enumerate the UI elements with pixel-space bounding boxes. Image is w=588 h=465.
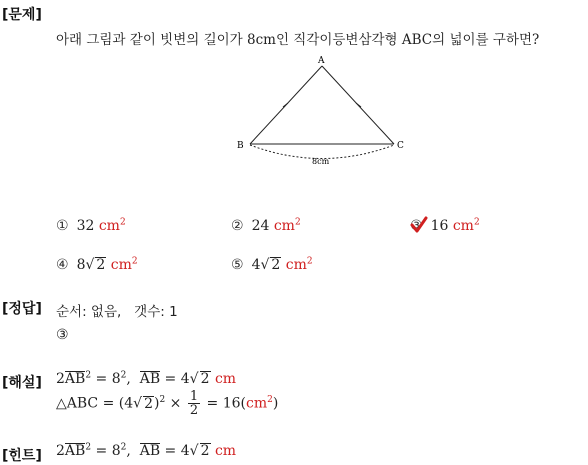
explanation-line-1 <box>56 371 236 387</box>
exp1-seg: AB <box>64 371 86 387</box>
exp1-sq: 2 <box>85 370 92 381</box>
hint-sq: 2 <box>85 442 92 453</box>
label-a: A <box>318 56 325 66</box>
choice-4-exp: 2 <box>131 256 138 267</box>
hint-eq2: = 4 <box>160 443 190 459</box>
hint-eq-exp: 2 <box>120 442 127 453</box>
choice-1-unit: cm <box>98 218 120 234</box>
exp2-close2: ) <box>272 395 279 412</box>
radical-sign: √ <box>260 257 270 273</box>
choice-5-radicand: 2 <box>271 257 281 273</box>
radical-sign: √ <box>85 257 95 273</box>
explanation-label: [해설] <box>2 375 42 391</box>
exp1-eq: = 8 <box>91 371 121 387</box>
choice-1[interactable] <box>56 218 126 234</box>
choice-5-value: 4 <box>251 257 261 273</box>
choice-3-unit: cm <box>452 218 474 234</box>
radical-sign: √ <box>133 395 143 412</box>
hint-seg: AB <box>64 443 86 459</box>
exp2-eq: = 16( <box>202 395 247 412</box>
choice-3-marker-wrap <box>410 218 423 234</box>
question-text: 아래 그림과 같이 빗변의 길이가 8cm인 직각이등변삼각형 ABC의 넓이를 구하면? <box>56 32 540 48</box>
exp1-eq-exp: 2 <box>120 370 127 381</box>
exp2-fraction <box>188 390 200 417</box>
choice-3-value: 16 <box>430 218 449 234</box>
choice-4-value: 8 <box>76 257 86 273</box>
choice-2-value: 24 <box>251 218 270 234</box>
choice-3[interactable] <box>410 218 480 234</box>
hint-unit: cm <box>214 443 237 459</box>
exp1-coef: 2 <box>56 371 65 387</box>
choice-4[interactable] <box>56 257 138 273</box>
choice-3-marker: ③ <box>410 218 423 234</box>
exp2-exp: 2 <box>159 394 166 405</box>
hint-label: [힌트] <box>2 448 42 464</box>
radical-sign: √ <box>189 371 199 387</box>
choice-5-exp: 2 <box>306 256 313 267</box>
hint-radicand: 2 <box>200 443 210 459</box>
exp2-den: 2 <box>189 403 199 418</box>
hint-sep: , <box>126 443 140 459</box>
triangle-figure <box>228 52 413 170</box>
hint-eq: = 8 <box>91 443 121 459</box>
radical-sign: √ <box>189 443 199 459</box>
explanation-line-2 <box>56 390 278 417</box>
choice-1-exp: 2 <box>119 217 126 228</box>
exp2-num: 1 <box>189 389 199 404</box>
choice-5-unit: cm <box>285 257 307 273</box>
choice-4-radicand: 2 <box>96 257 106 273</box>
tick-ab <box>283 103 288 107</box>
exp2-triangle: △ABC = (4 <box>56 395 134 412</box>
exp1-unit: cm <box>214 371 237 387</box>
tick-ac <box>356 103 361 107</box>
problem-label: [문제] <box>2 7 42 23</box>
exp1-sep: , <box>126 371 140 387</box>
choice-2-marker: ② <box>231 218 244 234</box>
choice-4-marker: ④ <box>56 257 69 273</box>
exp2-unit-exp: 2 <box>267 394 273 405</box>
exp1-seg2: AB <box>139 371 161 387</box>
hint-coef: 2 <box>56 443 65 459</box>
choice-2-unit: cm <box>273 218 295 234</box>
choice-4-unit: cm <box>110 257 132 273</box>
choice-2[interactable] <box>231 218 301 234</box>
exp1-radicand: 2 <box>200 371 210 387</box>
check-icon <box>410 216 428 234</box>
exp2-radicand: 2 <box>144 395 153 412</box>
hint-seg2: AB <box>139 443 161 459</box>
choice-3-exp: 2 <box>473 217 480 228</box>
choice-5[interactable] <box>231 257 313 273</box>
exp2-times: × <box>165 395 186 412</box>
label-bc: 8cm <box>312 157 330 166</box>
answer-meta: 순서: 없음, 갯수: 1 <box>56 304 178 320</box>
answer-label: [정답] <box>2 301 42 317</box>
choice-2-exp: 2 <box>294 217 301 228</box>
label-b: B <box>237 141 244 151</box>
answer-marker: ③ <box>56 327 69 343</box>
label-c: C <box>397 141 404 151</box>
hint-line <box>56 443 236 459</box>
exp2-unit: cm <box>246 395 268 412</box>
exp2-close: ) <box>153 395 160 412</box>
choice-5-marker: ⑤ <box>231 257 244 273</box>
exp1-eq2: = 4 <box>160 371 190 387</box>
choice-1-value: 32 <box>76 218 95 234</box>
choice-1-marker: ① <box>56 218 69 234</box>
